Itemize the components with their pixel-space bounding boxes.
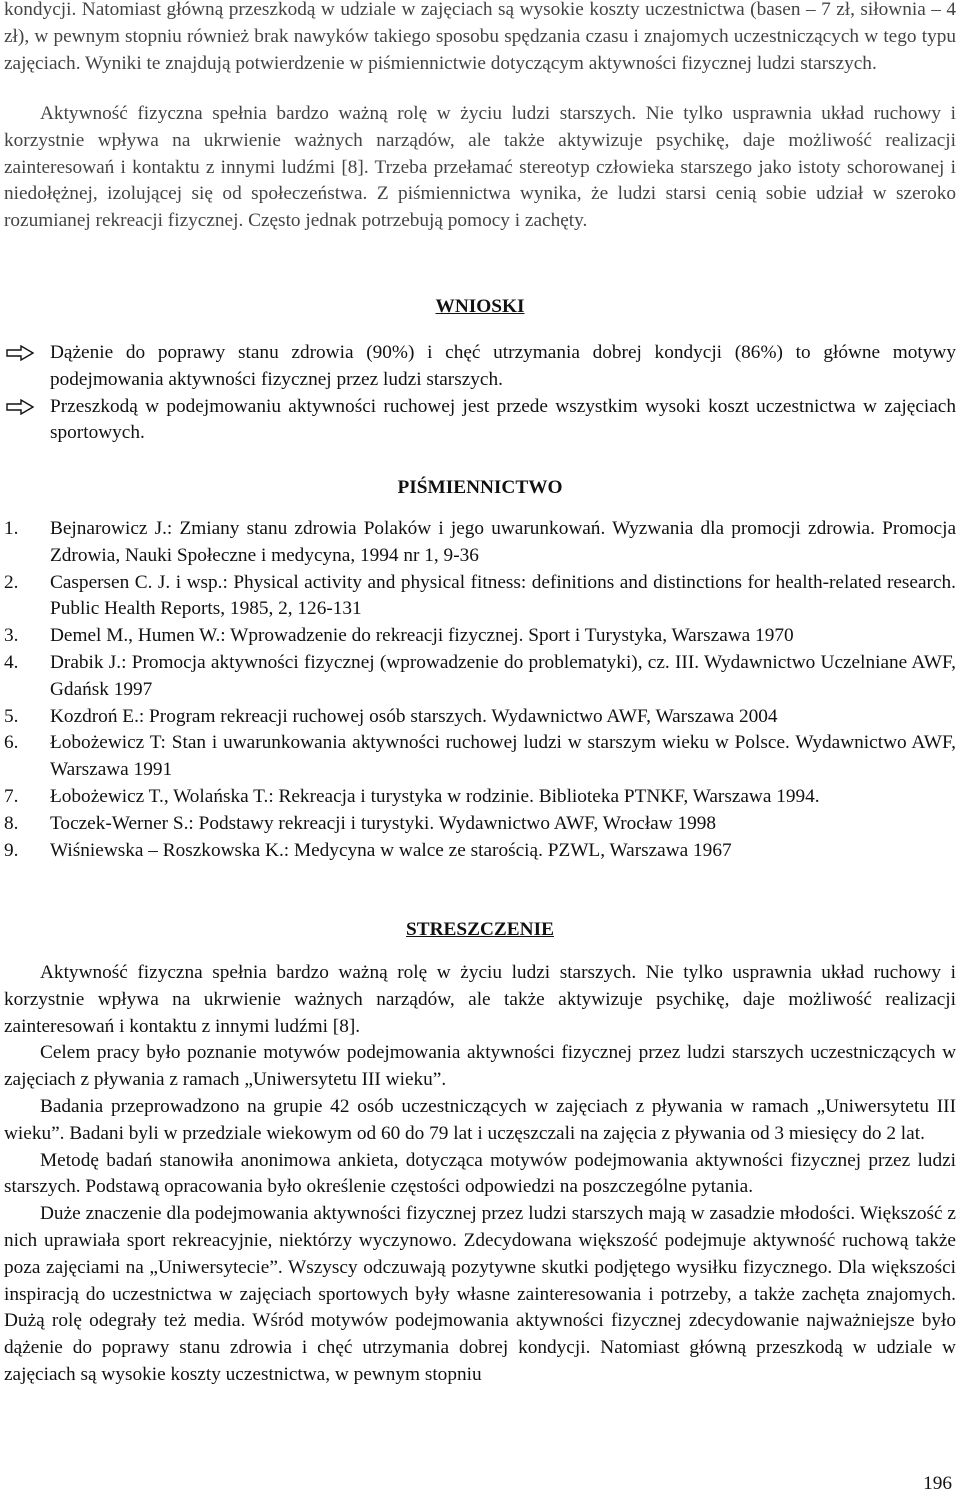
reference-item [4,650,956,704]
reference-item [4,704,956,731]
reference-number: 5. [4,705,19,727]
reference-text: Bejnarowicz J.: Zmiany stanu zdrowia Polaków i jego uwarunkowań. Wyzwania dla promocji zdrowia. Promocja Zdrowia, Nauki Społeczne i medycyna, 1994 nr 1, 9-36 [50,518,956,566]
reference-item [4,838,956,865]
reference-text: Kozdroń E.: Program rekreacji ruchowej osób starszych. Wydawnictwo AWF, Warszawa 2004 [50,705,778,727]
wnioski-item-text: Przeszkodą w podejmowaniu aktywności ruchowej jest przede wszystkim wysoki koszt uczestnictwa w zajęciach sportowych. [50,395,956,444]
wnioski-list [4,340,956,447]
summary-paragraph: Metodę badań stanowiła anonimowa ankieta, dotycząca motywów podejmowania aktywności fizycznej przez ludzi starszych. Podstawą opracowania było określenie częstości odpowiedzi na poszczególne pytania. [4,1149,956,1198]
reference-item [4,811,956,838]
references-list [4,516,956,864]
reference-item [4,784,956,811]
wnioski-item [4,340,956,394]
summary-body [4,960,956,1389]
reference-text: Łobożewicz T: Stan i uwarunkowania aktywności ruchowej ludzi w starszym wieku w Polsce. Wydawnictwo AWF, Warszawa 1991 [50,732,956,781]
wnioski-item-text: Dążenie do poprawy stanu zdrowia (90%) i chęć utrzymania dobrej kondycji (86%) to główne motywy podejmowania aktywności fizycznej przez ludzi starszych. [50,342,956,390]
intro-paragraph-1: kondycji. Natomiast główną przeszkodą w udziale w zajęciach są wysokie koszty uczestnictwa (basen – 7 zł, siłownia – 4 zł), w pewnym stopniu również brak nawyków takiego sposobu spędzania czasu i znajomych uczestniczących w tego typu zajęciach. Wyniki te znajdują potwierdzenie w piśmiennictwie dotyczącym aktywności fizycznej ludzi starszych. [4,0,956,74]
summary-paragraph: Badania przeprowadzono na grupie 42 osób uczestniczących w zajęciach z pływania w ramach „Uniwersytetu III wieku”. Badani byli w przedziale wiekowym od 60 do 79 lat i uczęszczali na zajęcia z pływania od 3 miesięcy do 2 lat. [4,1095,956,1144]
reference-number: 7. [4,785,19,807]
wnioski-heading: WNIOSKI [435,296,525,317]
reference-number: 3. [4,625,19,647]
reference-number: 2. [4,571,19,593]
summary-paragraph: Aktywność fizyczna spełnia bardzo ważną rolę w życiu ludzi starszych. Nie tylko usprawnia układ ruchowy i korzystnie wpływa na ukrwienie ważnych narządów, ale także aktywizuje psychikę, daje możliwość realizacji zainteresowań i kontaktu z innymi ludźmi [8]. [4,962,956,1037]
reference-item [4,516,956,570]
reference-number: 8. [4,812,19,834]
intro-paragraph-2: Aktywność fizyczna spełnia bardzo ważną rolę w życiu ludzi starszych. Nie tylko usprawnia układ ruchowy i korzystnie wpływa na ukrwienie ważnych narządów, ale także aktywizuje psychikę, daje możliwość realizacji zainteresowań i kontaktu z innymi ludźmi [8]. Trzeba przełamać stereotyp człowieka starszego jako istoty schorowanej i niedołężnej, izolującej się od społeczeństwa. Z piśmiennictwa wynika, że ludzi starsi cenią sobie udział w szeroko rozumianej rekreacji fizycznej. Często jednak potrzebują pomocy i zachęty. [4,103,956,232]
reference-item [4,570,956,624]
reference-text: Demel M., Humen W.: Wprowadzenie do rekreacji fizycznej. Sport i Turystyka, Warszawa 1970 [50,625,794,647]
summary-heading: STRESZCZENIE [406,919,554,940]
reference-number: 1. [4,518,19,539]
reference-item [4,623,956,650]
reference-text: Drabik J.: Promocja aktywności fizycznej (wprowadzenie do problematyki), cz. III. Wydawnictwo Uczelniane AWF, Gdańsk 1997 [50,651,956,700]
hollow-right-arrow-icon [6,399,34,415]
reference-text: Łobożewicz T., Wolańska T.: Rekreacja i turystyka w rodzinie. Biblioteka PTNKF, Warszawa 1994. [50,785,820,807]
summary-paragraph: Celem pracy było poznanie motywów podejmowania aktywności fizycznej przez ludzi starszych uczestniczących w zajęciach z pływania z ramach „Uniwersytetu III wieku”. [4,1042,956,1091]
hollow-right-arrow-icon [6,345,34,361]
page-number: 196 [923,1473,952,1494]
reference-number: 6. [4,732,19,754]
references-heading: PIŚMIENNICTWO [397,477,563,498]
reference-item [4,730,956,784]
reference-number: 9. [4,839,19,861]
reference-number: 4. [4,651,19,673]
summary-paragraph: Duże znaczenie dla podejmowania aktywności fizycznej przez ludzi starszych mają w zasadzie młodości. Większość z nich uprawiała sport rekreacyjnie, niektórzy wyczynowo. Zdecydowana większość podejmuje aktywność ruchową także poza zajęciami na „Uniwersytecie”. Wszyscy odczuwają pozytywne skutki podjętego wysiłku fizycznego. Dla większości inspiracją do uczestnictwa w zajęciach sportowych były własne zainteresowania i potrzeby, a także zachęta znajomych. Dużą rolę odegrały też media. Wśród motywów podejmowania aktywności fizycznej zdecydowanie najważniejsze było dążenie do poprawy stanu zdrowia i chęć utrzymania dobrej kondycji. Natomiast główną przeszkodą w udziale w zajęciach są wysokie koszty uczestnictwa, w pewnym stopniu [4,1203,956,1385]
reference-text: Wiśniewska – Roszkowska K.: Medycyna w walce ze starością. PZWL, Warszawa 1967 [50,839,732,861]
reference-text: Caspersen C. J. i wsp.: Physical activity and physical fitness: definitions and distinctions for health-related research. Public Health Reports, 1985, 2, 126-131 [50,571,956,620]
reference-text: Toczek-Werner S.: Podstawy rekreacji i turystyki. Wydawnictwo AWF, Wrocław 1998 [50,812,717,834]
wnioski-item [4,394,956,448]
